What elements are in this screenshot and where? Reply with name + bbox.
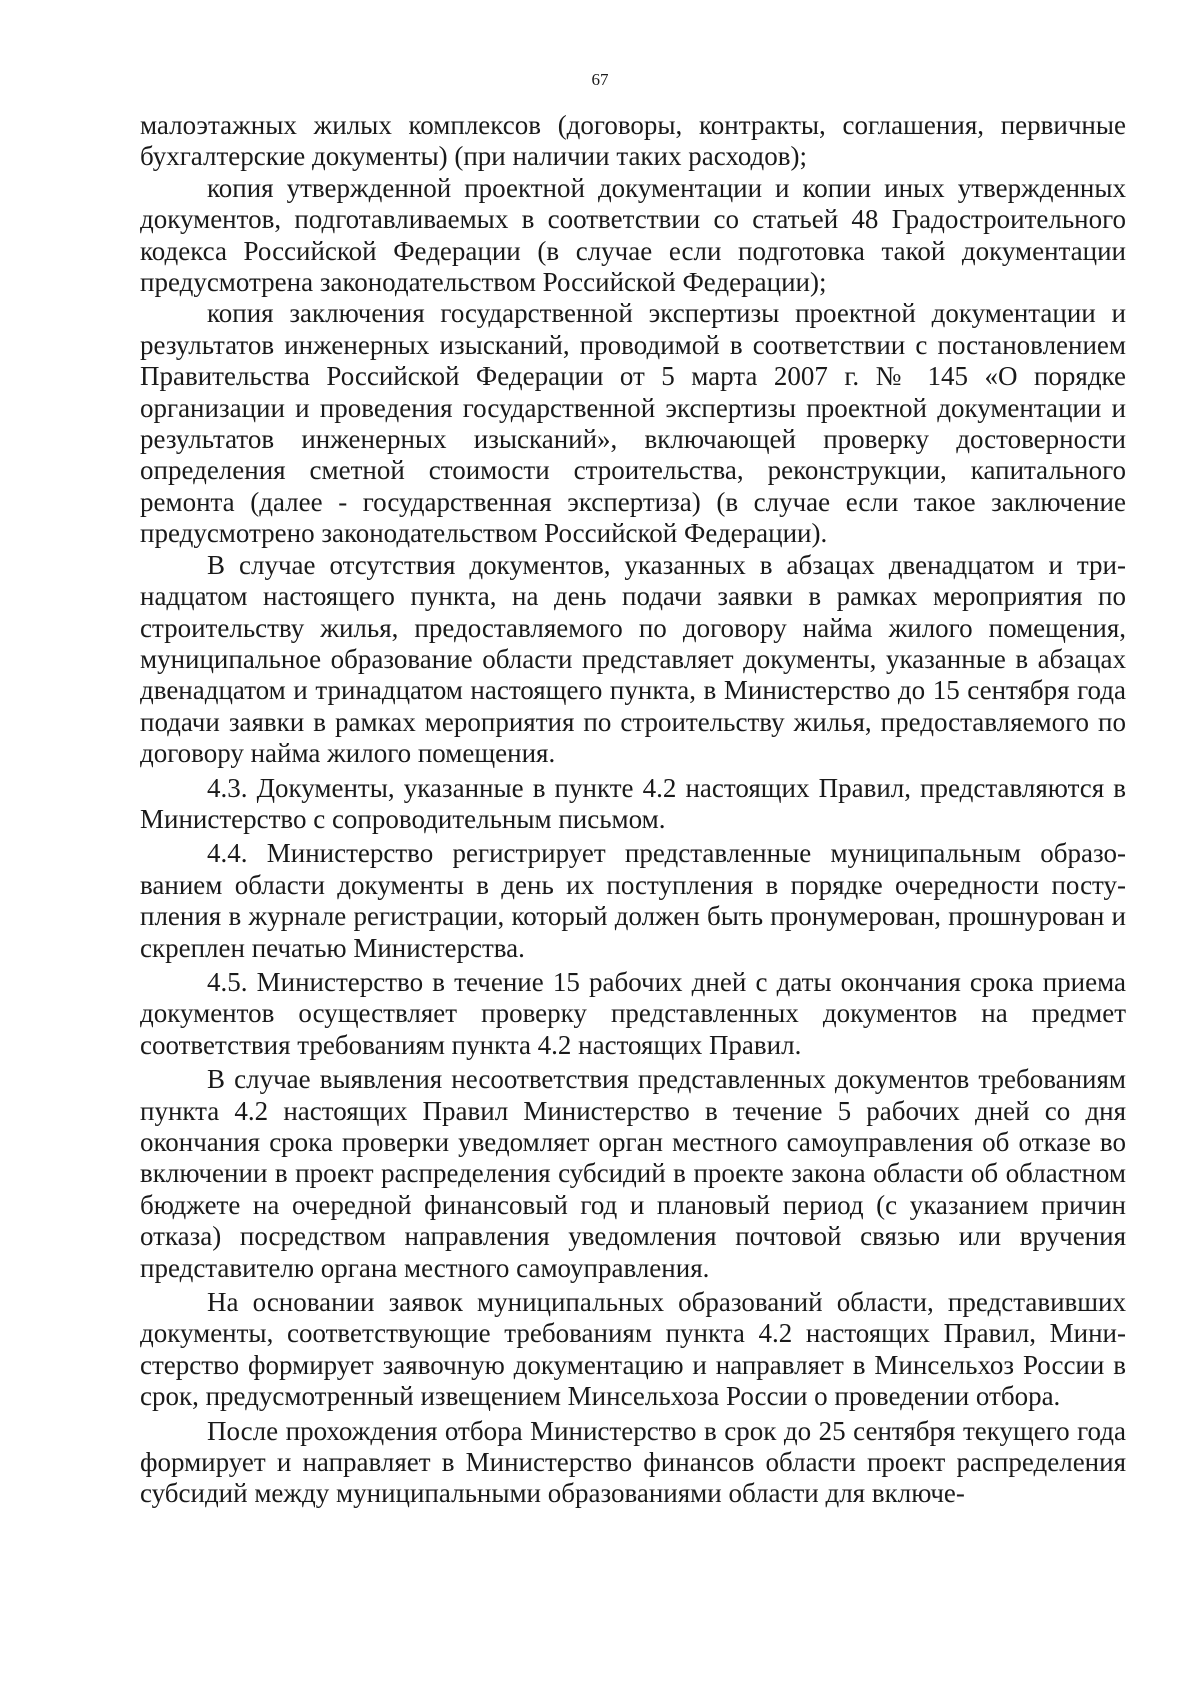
paragraph-state-expertise: копия заключения государственной экспертизы проектной документации и результатов инженерных изысканий, проводимой в соответствии с постановлением Правительства Российской Федерации от 5 марта 2007 г. № 145 «О порядке организации и проведения государственной экспертизы проектной документации и результатов инженерных изысканий», включающей проверку достоверности определения сметной стоимости строительства, реконструкции, капитального ремонта (далее - государственная экспертиза) (в случае если такое заключение предусмотрено законодательством Российской Федерации). bbox=[140, 298, 1126, 549]
page-number: 67 bbox=[591, 70, 609, 89]
paragraph-4-3: 4.3. Документы, указанные в пункте 4.2 настоящих Правил, представляются в Министерство с сопроводительным письмом. bbox=[140, 772, 1126, 834]
paragraph-nonconformity: В случае выявления несоответствия представленных документов требованиям пункта 4.2 настоящих Правил Министерство в течение 5 рабочих дней со дня окончания срока проверки уведомляет орган местного самоуправления об отказе во включении в проект распределения субсидий в проекте закона области об областном бюджете на очередной финансовый год и плановый период (с указанием причин отказа) посредством направления уведомления почтовой связью или вручения представителю органа местного самоуправления. bbox=[140, 1064, 1126, 1283]
paragraph-continuation: малоэтажных жилых комплексов (договоры, контракты, соглашения, первичные бухгалтерские документы) (при наличии таких расходов); bbox=[140, 110, 1126, 172]
paragraph-project-documentation: копия утвержденной проектной документации и копии иных утвержденных документов, подготавливаемых в соответствии со статьей 48 Градостроительного кодекса Российской Федерации (в случае если подготовка такой документации предусмотрена законодательством Российской Федерации); bbox=[140, 172, 1126, 298]
paragraph-after-selection: После прохождения отбора Министерство в срок до 25 сентября текущего года формирует и направляет в Министерство финансов области проект распределения субсидий между муниципальными образованиями области для включе- bbox=[140, 1415, 1126, 1509]
paragraph-missing-documents: В случае отсутствия документов, указанных в абзацах двенадцатом и тринадцатом настоящего пункта, на день подачи заявки в рамках мероприятия по строительству жилья, предоставляемого по договору найма жилого помещения, муниципальное образование области представляет документы, указанные в абзацах двенадцатом и тринадцатом настоящего пункта, в Министерство до 15 сентября года подачи заявки в рамках мероприятия по строительству жилья, предоставляемого по договору найма жилого помещения. bbox=[140, 549, 1126, 769]
paragraph-application-basis: На основании заявок муниципальных образований области, представивших документы, соответствующие требованиям пункта 4.2 настоящих Правил, Министерство формирует заявочную документацию и направляет в Минсельхоз России в срок, предусмотренный извещением Минсельхоза России о проведении отбора. bbox=[140, 1287, 1126, 1412]
paragraph-4-5: 4.5. Министерство в течение 15 рабочих дней с даты окончания срока приема документов осуществляет проверку представленных документов на предмет соответствия требованиям пункта 4.2 настоящих Правил. bbox=[140, 966, 1126, 1060]
document-body bbox=[140, 110, 1126, 1510]
paragraph-4-4: 4.4. Министерство регистрирует представленные муниципальным образованием области документы в день их поступления в порядке очередности поступления в журнале регистрации, который должен быть пронумерован, прошнурован и скреплен печатью Министерства. bbox=[140, 838, 1126, 963]
